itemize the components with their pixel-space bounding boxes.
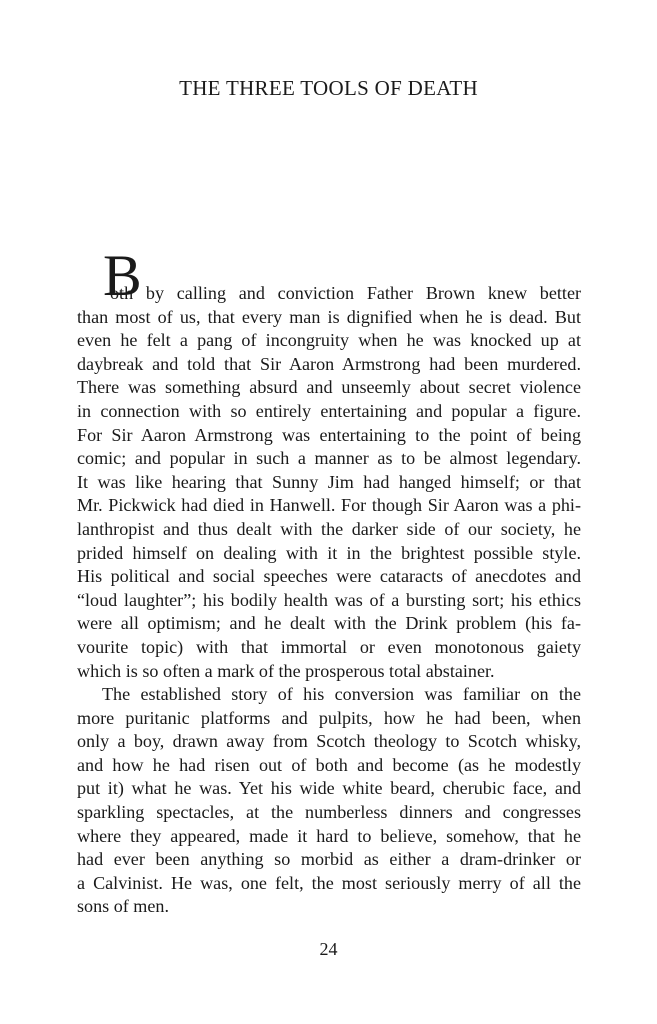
paragraph-2-line-10: sons of men.: [77, 896, 169, 917]
paragraph-2-line-8: had ever been anything so morbid as either a dram-drinker or: [77, 849, 581, 870]
paragraph-2-line-7: where they appeared, made it hard to believe, somehow, that he: [77, 825, 581, 846]
paragraph-1-line-9: It was like hearing that Sunny Jim had hanged himself; or that: [77, 471, 581, 492]
paragraph-1-line-11: lanthropist and thus dealt with the darker side of our society, he: [77, 518, 581, 539]
paragraph-2-line-1: The established story of his conversion was familiar on the: [102, 684, 581, 705]
paragraph-1-line-5: There was something absurd and unseemly about secret violence: [77, 377, 581, 398]
page-number: 24: [319, 939, 338, 959]
chapter-title: THE THREE TOOLS OF DEATH: [179, 76, 478, 100]
paragraph-2-line-2: more puritanic platforms and pulpits, how he had been, when: [77, 707, 581, 728]
paragraph-1-line-12: prided himself on dealing with it in the brightest possible style.: [77, 542, 581, 563]
paragraph-1-line-6: in connection with so entirely entertaining and popular a figure.: [77, 400, 581, 421]
paragraph-1-line-7: For Sir Aaron Armstrong was entertaining to the point of being: [77, 424, 581, 445]
drop-cap: B: [103, 243, 142, 308]
paragraph-2-line-5: put it) what he was. Yet his wide white beard, cherubic face, and: [77, 778, 581, 799]
paragraph-1-line-4: daybreak and told that Sir Aaron Armstrong had been murdered.: [77, 353, 581, 374]
paragraph-1-line-15: were all optimism; and he dealt with the Drink problem (his fa-: [77, 613, 581, 634]
paragraph-1-line-17: which is so often a mark of the prosperous total abstainer.: [77, 660, 495, 681]
paragraph-1-line-8: comic; and popular in such a manner as to be almost legendary.: [77, 448, 581, 469]
paragraph-2-line-9: a Calvinist. He was, one felt, the most seriously merry of all the: [77, 872, 581, 893]
paragraph-1-line-13: His political and social speeches were cataracts of anecdotes and: [77, 566, 581, 587]
paragraph-2-line-3: only a boy, drawn away from Scotch theology to Scotch whisky,: [77, 731, 581, 752]
paragraph-1-line-1: B oth by calling and conviction Father Brown knew better: [103, 243, 581, 308]
paragraph-1-line-2: than most of us, that every man is dignified when he is dead. But: [77, 306, 581, 327]
paragraph-1-line-10: Mr. Pickwick had died in Hanwell. For though Sir Aaron was a phi-: [77, 495, 581, 516]
paragraph-1-line-3: even he felt a pang of incongruity when he was knocked up at: [77, 330, 581, 351]
paragraph-2-line-6: sparkling spectacles, at the numberless dinners and congresses: [77, 802, 581, 823]
body-text: [77, 243, 581, 919]
paragraph-1-line-16: vourite topic) with that immortal or even monotonous gaiety: [77, 636, 581, 657]
paragraph-1-line-14: “loud laughter”; his bodily health was of a bursting sort; his ethics: [77, 589, 581, 610]
paragraph-2-line-4: and how he had risen out of both and become (as he modestly: [77, 754, 581, 775]
